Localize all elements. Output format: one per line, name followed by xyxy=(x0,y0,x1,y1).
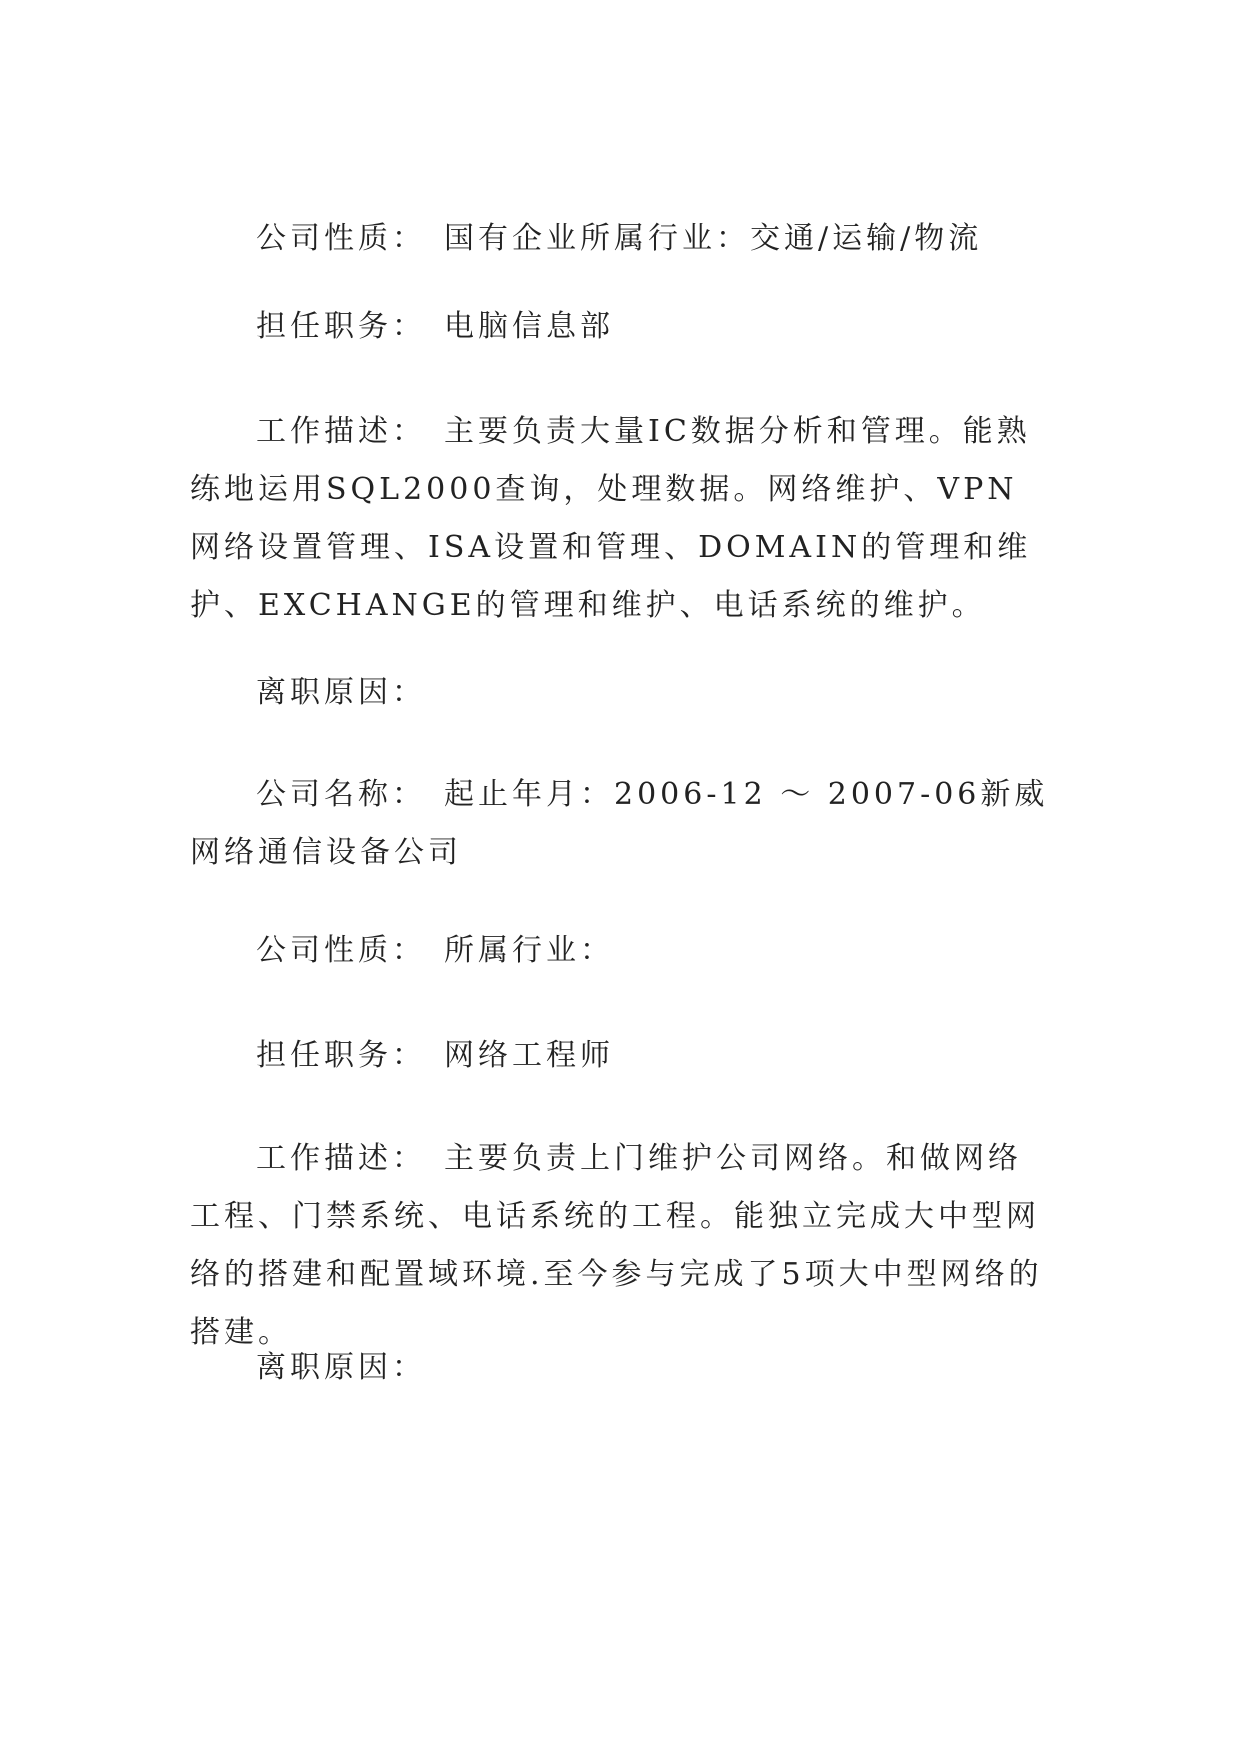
field-label: 离职原因： xyxy=(256,1350,426,1385)
leave-reason-paragraph xyxy=(190,664,1050,722)
field-label: 担任职务： xyxy=(256,1038,426,1073)
job-description-paragraph-2 xyxy=(190,1130,1050,1362)
field-label: 公司名称： xyxy=(256,777,426,812)
leave-reason-paragraph-2 xyxy=(190,1339,1050,1397)
company-type-paragraph-2 xyxy=(190,922,1050,980)
position-paragraph xyxy=(190,298,1050,356)
field-label: 公司性质： xyxy=(256,221,426,256)
field-value: 起止年月：2006-12 ～ 2007-06新威网络通信设备公司 xyxy=(190,777,1049,870)
field-label: 公司性质： xyxy=(256,933,426,968)
company-name-paragraph xyxy=(190,766,1050,882)
field-value: 电脑信息部 xyxy=(444,309,614,344)
position-paragraph-2 xyxy=(190,1027,1050,1085)
field-label: 工作描述： xyxy=(256,414,426,449)
field-label: 离职原因： xyxy=(256,675,426,710)
field-label: 担任职务： xyxy=(256,309,426,344)
field-value: 所属行业： xyxy=(444,933,614,968)
field-value: 国有企业所属行业：交通/运输/物流 xyxy=(444,221,983,256)
field-value: 主要负责上门维护公司网络。和做网络工程、门禁系统、电话系统的工程。能独立完成大中型网络的搭建和配置域环境.至今参与完成了5项大中型网络的搭建。 xyxy=(190,1141,1043,1350)
field-value: 主要负责大量IC数据分析和管理。能熟练地运用SQL2000查询，处理数据。网络维护、VPN网络设置管理、ISA设置和管理、DOMAIN的管理和维护、EXCHANGE的管理和维护、电话系统的维护。 xyxy=(190,414,1032,623)
job-description-paragraph xyxy=(190,403,1050,635)
field-label: 工作描述： xyxy=(256,1141,426,1176)
field-value: 网络工程师 xyxy=(444,1038,614,1073)
company-type-paragraph xyxy=(190,210,1050,268)
